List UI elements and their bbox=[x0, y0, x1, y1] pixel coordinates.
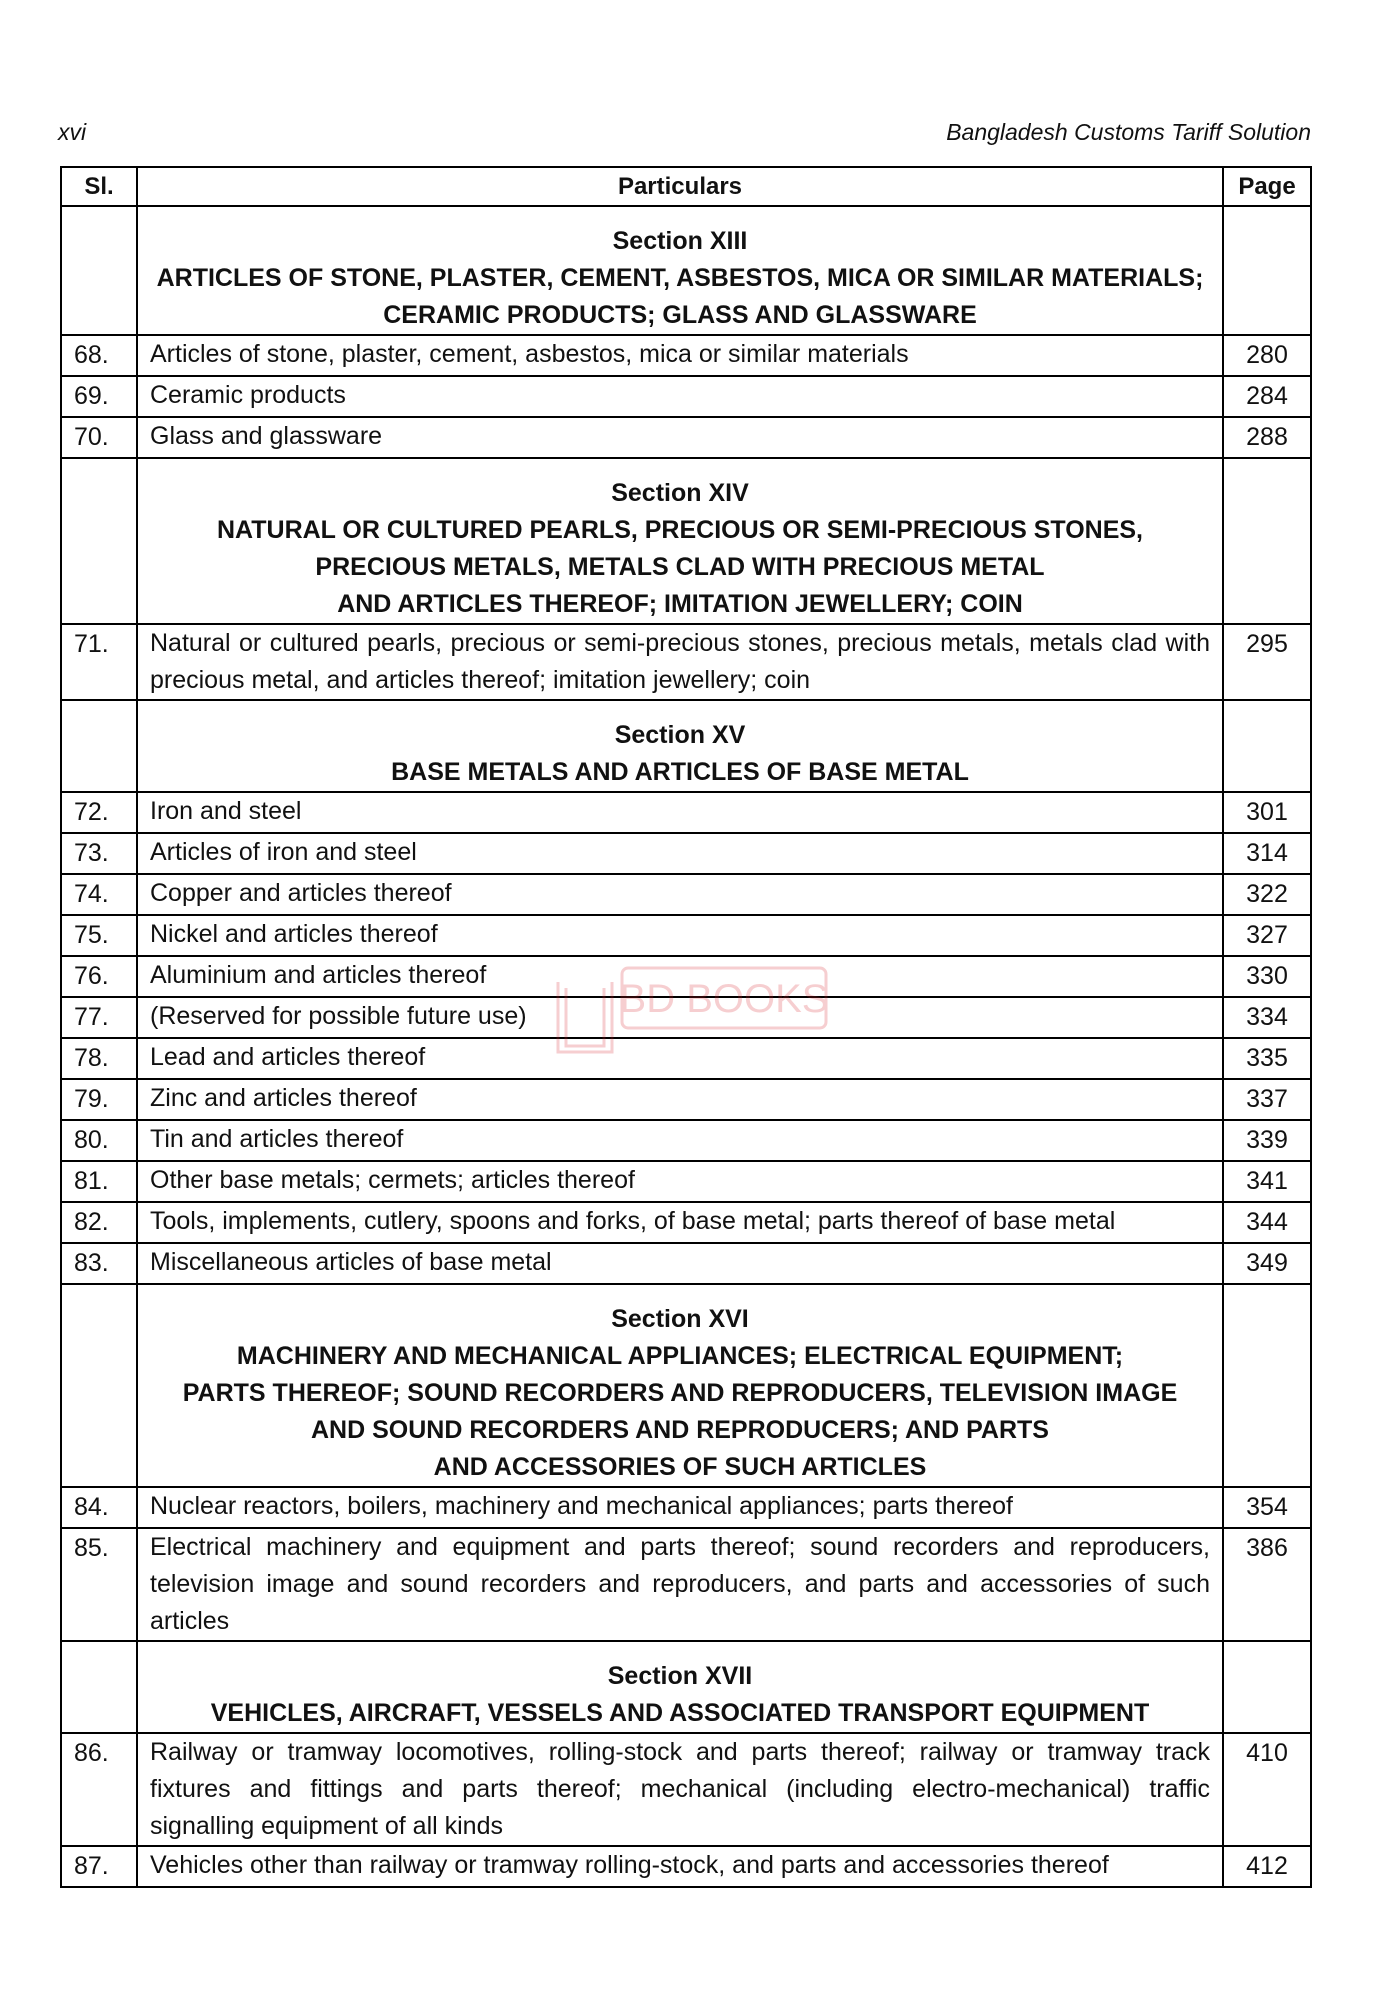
serial-number: 80. bbox=[61, 1120, 137, 1161]
table-row bbox=[61, 792, 1311, 833]
chapter-title: (Reserved for possible future use) bbox=[137, 997, 1223, 1038]
chapter-title: Iron and steel bbox=[137, 792, 1223, 833]
table-row bbox=[61, 1243, 1311, 1284]
page-number-cell: 334 bbox=[1223, 997, 1311, 1038]
page-number-cell: 410 bbox=[1223, 1733, 1311, 1846]
watermark-text: BD BOOKS bbox=[619, 977, 829, 1021]
page-number-cell: 335 bbox=[1223, 1038, 1311, 1079]
serial-number: 70. bbox=[61, 417, 137, 458]
table-row bbox=[61, 1487, 1311, 1528]
section-description-line: MACHINERY AND MECHANICAL APPLIANCES; ELECTRICAL EQUIPMENT; bbox=[236, 1342, 1124, 1370]
table-row bbox=[61, 376, 1311, 417]
section-title: Section XVII bbox=[607, 1662, 753, 1690]
page-number-cell: 341 bbox=[1223, 1161, 1311, 1202]
page-number-cell: 280 bbox=[1223, 335, 1311, 376]
serial-number: 71. bbox=[61, 624, 137, 700]
section-description-line: PRECIOUS METALS, METALS CLAD WITH PRECIOUS METAL bbox=[315, 553, 1045, 581]
page-number-cell: 314 bbox=[1223, 833, 1311, 874]
chapter-title: Nuclear reactors, boilers, machinery and mechanical appliances; parts thereof bbox=[137, 1487, 1223, 1528]
column-header-sl: Sl. bbox=[61, 167, 137, 206]
section-sl-cell bbox=[61, 206, 137, 335]
page-number-cell: 327 bbox=[1223, 915, 1311, 956]
serial-number: 85. bbox=[61, 1528, 137, 1641]
chapter-title: Tools, implements, cutlery, spoons and forks, of base metal; parts thereof of base metal bbox=[137, 1202, 1223, 1243]
table-row bbox=[61, 1038, 1311, 1079]
table-row bbox=[61, 1733, 1311, 1846]
section-sl-cell bbox=[61, 1641, 137, 1733]
page-number-cell: 412 bbox=[1223, 1846, 1311, 1887]
serial-number: 68. bbox=[61, 335, 137, 376]
chapter-title: Articles of iron and steel bbox=[137, 833, 1223, 874]
page-number-cell: 386 bbox=[1223, 1528, 1311, 1641]
table-row bbox=[61, 874, 1311, 915]
page-number-cell: 354 bbox=[1223, 1487, 1311, 1528]
section-description-line: AND ARTICLES THEREOF; IMITATION JEWELLERY; COIN bbox=[337, 590, 1023, 618]
table-row bbox=[61, 417, 1311, 458]
table-row bbox=[61, 1079, 1311, 1120]
chapter-title: Other base metals; cermets; articles thereof bbox=[137, 1161, 1223, 1202]
section-title: Section XV bbox=[614, 721, 746, 749]
section-description-line: PARTS THEREOF; SOUND RECORDERS AND REPRODUCERS, TELEVISION IMAGE bbox=[182, 1379, 1178, 1407]
section-sl-cell bbox=[61, 700, 137, 792]
chapter-title: Nickel and articles thereof bbox=[137, 915, 1223, 956]
table-row bbox=[61, 956, 1311, 997]
chapter-title: Natural or cultured pearls, precious or semi-precious stones, precious metals, metals clad with precious metal, and articles thereof; imitation jewellery; coin bbox=[137, 624, 1223, 700]
section-title: Section XVI bbox=[611, 1305, 749, 1333]
section-heading bbox=[137, 1284, 1223, 1487]
chapter-title: Zinc and articles thereof bbox=[137, 1079, 1223, 1120]
serial-number: 84. bbox=[61, 1487, 137, 1528]
column-header-particulars: Particulars bbox=[137, 167, 1223, 206]
serial-number: 73. bbox=[61, 833, 137, 874]
table-row bbox=[61, 1120, 1311, 1161]
table-row bbox=[61, 833, 1311, 874]
chapter-title: Articles of stone, plaster, cement, asbestos, mica or similar materials bbox=[137, 335, 1223, 376]
chapter-title: Glass and glassware bbox=[137, 417, 1223, 458]
section-description-line: AND SOUND RECORDERS AND REPRODUCERS; AND PARTS bbox=[310, 1416, 1049, 1444]
serial-number: 83. bbox=[61, 1243, 137, 1284]
column-header-page: Page bbox=[1223, 167, 1311, 206]
page-number-cell: 284 bbox=[1223, 376, 1311, 417]
chapter-title: Electrical machinery and equipment and parts thereof; sound recorders and reproducers, television image and sound recorders and reproducers, and parts and accessories of such articles bbox=[137, 1528, 1223, 1641]
page-number-cell: 337 bbox=[1223, 1079, 1311, 1120]
page-header bbox=[58, 114, 1311, 150]
page-number-cell: 339 bbox=[1223, 1120, 1311, 1161]
serial-number: 76. bbox=[61, 956, 137, 997]
section-heading bbox=[137, 458, 1223, 624]
page-number-cell: 344 bbox=[1223, 1202, 1311, 1243]
table-row bbox=[61, 1846, 1311, 1887]
section-row bbox=[61, 700, 1311, 792]
section-description-line: NATURAL OR CULTURED PEARLS, PRECIOUS OR SEMI-PRECIOUS STONES, bbox=[216, 516, 1143, 544]
chapter-title: Tin and articles thereof bbox=[137, 1120, 1223, 1161]
section-sl-cell bbox=[61, 458, 137, 624]
table-row bbox=[61, 997, 1311, 1038]
section-title: Section XIII bbox=[612, 227, 748, 255]
serial-number: 86. bbox=[61, 1733, 137, 1846]
chapter-title: Miscellaneous articles of base metal bbox=[137, 1243, 1223, 1284]
section-heading bbox=[137, 206, 1223, 335]
table-header-row bbox=[61, 167, 1311, 206]
page-number-cell: 295 bbox=[1223, 624, 1311, 700]
section-row bbox=[61, 1641, 1311, 1733]
table-row bbox=[61, 624, 1311, 700]
page-number-cell: 330 bbox=[1223, 956, 1311, 997]
serial-number: 69. bbox=[61, 376, 137, 417]
section-description-line: VEHICLES, AIRCRAFT, VESSELS AND ASSOCIATED TRANSPORT EQUIPMENT bbox=[210, 1699, 1150, 1727]
section-row bbox=[61, 206, 1311, 335]
chapter-title: Aluminium and articles thereof bbox=[137, 956, 1223, 997]
page-number-cell: 288 bbox=[1223, 417, 1311, 458]
section-page-cell bbox=[1223, 700, 1311, 792]
section-page-cell bbox=[1223, 206, 1311, 335]
contents-table bbox=[60, 166, 1312, 1888]
serial-number: 78. bbox=[61, 1038, 137, 1079]
table-row bbox=[61, 335, 1311, 376]
section-page-cell bbox=[1223, 1284, 1311, 1487]
serial-number: 81. bbox=[61, 1161, 137, 1202]
section-heading bbox=[137, 1641, 1223, 1733]
chapter-title: Vehicles other than railway or tramway rolling-stock, and parts and accessories thereof bbox=[137, 1846, 1223, 1887]
section-description-line: CERAMIC PRODUCTS; GLASS AND GLASSWARE bbox=[383, 301, 977, 329]
page-number-cell: 349 bbox=[1223, 1243, 1311, 1284]
chapter-title: Copper and articles thereof bbox=[137, 874, 1223, 915]
chapter-title: Ceramic products bbox=[137, 376, 1223, 417]
serial-number: 75. bbox=[61, 915, 137, 956]
table-row bbox=[61, 1528, 1311, 1641]
book-title: Bangladesh Customs Tariff Solution bbox=[946, 118, 1311, 145]
table-row bbox=[61, 915, 1311, 956]
section-title: Section XIV bbox=[611, 479, 749, 507]
serial-number: 82. bbox=[61, 1202, 137, 1243]
section-row bbox=[61, 458, 1311, 624]
table-body bbox=[61, 206, 1311, 1887]
section-page-cell bbox=[1223, 458, 1311, 624]
serial-number: 79. bbox=[61, 1079, 137, 1120]
serial-number: 72. bbox=[61, 792, 137, 833]
section-description-line: AND ACCESSORIES OF SUCH ARTICLES bbox=[433, 1453, 927, 1481]
chapter-title: Lead and articles thereof bbox=[137, 1038, 1223, 1079]
section-description-line: ARTICLES OF STONE, PLASTER, CEMENT, ASBESTOS, MICA OR SIMILAR MATERIALS; bbox=[156, 264, 1204, 292]
serial-number: 87. bbox=[61, 1846, 137, 1887]
section-heading bbox=[137, 700, 1223, 792]
table-row bbox=[61, 1202, 1311, 1243]
chapter-title: Railway or tramway locomotives, rolling-stock and parts thereof; railway or tramway track fixtures and fittings and parts thereof; mechanical (including electro-mechanical) traffic signalling equipment of all kinds bbox=[137, 1733, 1223, 1846]
section-sl-cell bbox=[61, 1284, 137, 1487]
page-number-cell: 322 bbox=[1223, 874, 1311, 915]
section-page-cell bbox=[1223, 1641, 1311, 1733]
table-row bbox=[61, 1161, 1311, 1202]
serial-number: 77. bbox=[61, 997, 137, 1038]
serial-number: 74. bbox=[61, 874, 137, 915]
page-number: xvi bbox=[58, 118, 87, 145]
page-number-cell: 301 bbox=[1223, 792, 1311, 833]
section-row bbox=[61, 1284, 1311, 1487]
section-description-line: BASE METALS AND ARTICLES OF BASE METAL bbox=[391, 758, 969, 786]
